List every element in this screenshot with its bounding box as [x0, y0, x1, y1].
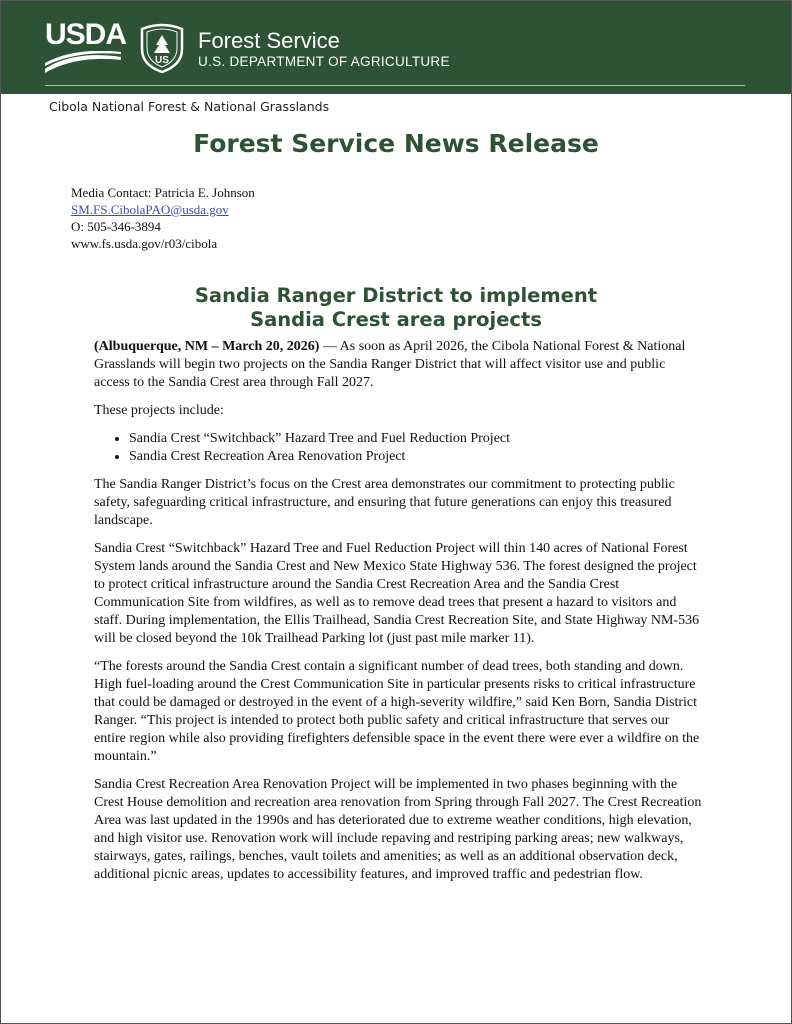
projects-list [94, 430, 704, 466]
renovation-paragraph: Sandia Crest Recreation Area Renovation Project will be implemented in two phases beginning with the Crest House demolition and recreation area renovation from Spring through Fall 2027. The Crest Recreation Area was last updated in the 1990s and has deteriorated due to extreme weather conditions, high elevation, and high visitor use. Renovation work will include repaving and restriping parking areas; new walkways, stairways, gates, railings, benches, vault toilets and amenities; as well as an additional observation deck, additional picnic areas, updates to accessibility features, and improved traffic and pedestrian flow. [94, 777, 702, 882]
switchback-paragraph: Sandia Crest “Switchback” Hazard Tree and Fuel Reduction Project will thin 140 acres of National Forest System lands around the Sandia Crest and New Mexico State Highway 536. The forest designed the project to protect critical infrastructure around the Sandia Crest Recreation Area and the Sandia Crest Communication Site from wildfires, as well as to remove dead trees that present a hazard to visitors and staff. During implementation, the Ellis Trailhead, Sandia Crest Recreation Site, and State Highway NM-536 will be closed beyond the 10k Trailhead Parking lot (just past mile marker 11). [94, 541, 700, 646]
contact-phone: O: 505-346-3894 [71, 219, 161, 234]
intro-paragraph [94, 338, 704, 392]
quote-paragraph: “The forests around the Sandia Crest contain a significant number of dead trees, both standing and down. High fuel-loading around the Crest Communication Site in particular presents risks to critical infrastructure that could be damaged or destroyed in the event of a high-severity wildfire,” said Ken Born, Sandia District Ranger. “This project is intended to protect both public safety and critical infrastructure that serves our entire region while also providing firefighters defensible space in the event there were ever a wildfire on the mountain.” [94, 659, 700, 764]
release-body [94, 338, 704, 894]
agency-name: Forest Service [198, 28, 340, 53]
intro-text: — As soon as April 2026, the Cibola National Forest & National Grasslands will begin two projects on the Sandia Ranger District that will affect visitor use and public access to the Sandia Crest area through Fall 2027. [94, 339, 686, 390]
forest-service-shield-icon [139, 23, 185, 73]
list-item: • Sandia Crest “Switchback” Hazard Tree and Fuel Reduction Project [129, 430, 704, 448]
usda-swoosh-icon [45, 51, 121, 73]
media-contact-name: Media Contact: Patricia E. Johnson [71, 185, 255, 200]
list-item: • Sandia Crest Recreation Area Renovation Project [129, 448, 704, 466]
media-contact-block [71, 184, 255, 252]
department-name: U.S. DEPARTMENT OF AGRICULTURE [198, 54, 450, 69]
shield-text: US [155, 55, 169, 66]
unit-name: Cibola National Forest & National Grasslands [49, 99, 330, 114]
contact-email-link[interactable]: SM.FS.CibolaPAO@usda.gov [71, 202, 229, 217]
contact-website: www.fs.usda.gov/r03/cibola [71, 236, 218, 251]
agency-header [1, 1, 791, 94]
header-divider [45, 85, 745, 86]
headline-line-1: Sandia Ranger District to implement [194, 284, 598, 307]
dateline: (Albuquerque, NM – March 20, 2026) [94, 339, 320, 354]
focus-paragraph: The Sandia Ranger District’s focus on the Crest area demonstrates our commitment to protecting public safety, safeguarding critical infrastructure, and ensuring that future generations can enjoy this treasured landscape. [94, 477, 675, 528]
usda-logo-text: USDA [45, 18, 127, 51]
page-title: Forest Service News Release [193, 129, 599, 158]
release-headline [1, 284, 791, 332]
headline-line-2: Sandia Crest area projects [250, 308, 542, 331]
usda-logo [45, 18, 127, 75]
projects-intro: These projects include: [94, 403, 224, 418]
